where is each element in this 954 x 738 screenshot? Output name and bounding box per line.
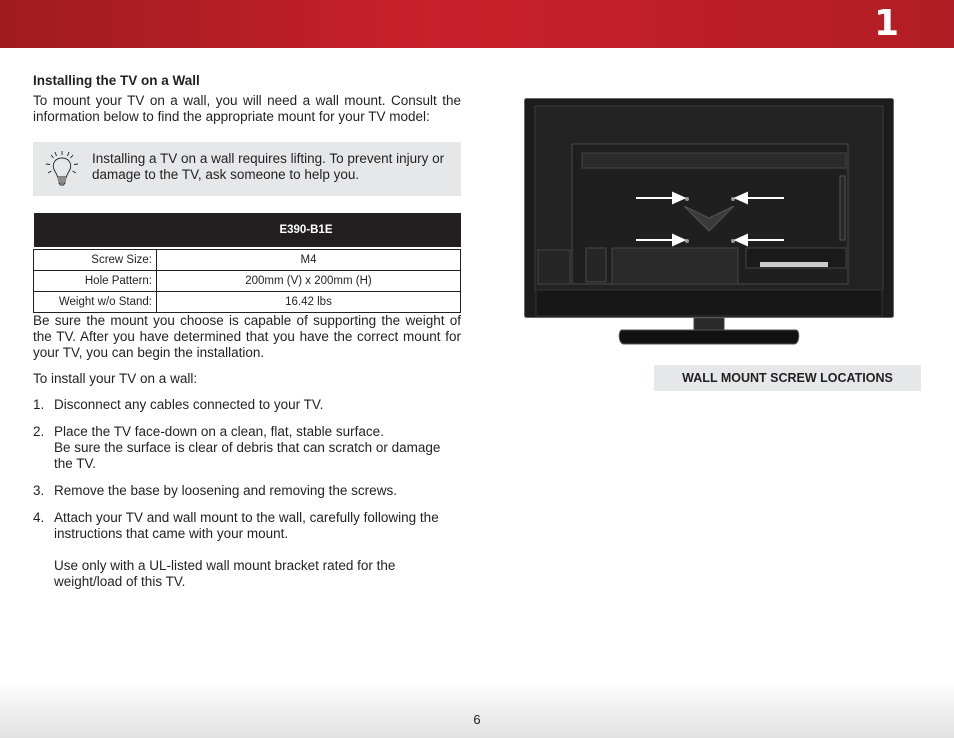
steps-list <box>33 397 461 590</box>
step-text: Disconnect any cables connected to your TV. <box>54 397 324 412</box>
spec-table <box>33 213 461 313</box>
support-paragraph: Be sure the mount you choose is capable of supporting the weight of the TV. After you have determined that you have the correct mount for your TV, you can begin the installation. <box>33 313 461 360</box>
install-intro: To install your TV on a wall: <box>33 371 198 386</box>
lightbulb-icon <box>45 150 79 186</box>
content-column <box>33 73 461 601</box>
tv-rear-illustration <box>524 98 896 350</box>
chapter-number: 1 <box>873 3 899 44</box>
page-number: 6 <box>473 712 481 727</box>
footer-bar <box>0 682 954 738</box>
list-item <box>33 424 461 472</box>
step-number: 1. <box>33 397 45 412</box>
note-text: Installing a TV on a wall requires lifting. To prevent injury or damage to the TV, ask someone to help you. <box>92 151 445 182</box>
section-heading: Installing the TV on a Wall <box>33 73 200 88</box>
spec-label: Weight w/o Stand: <box>34 292 157 313</box>
step-text: Attach your TV and wall mount to the wall, carefully following the instructions that came with your mount. <box>54 510 439 541</box>
spec-value: 16.42 lbs <box>157 292 461 313</box>
spec-value: 200mm (V) x 200mm (H) <box>157 271 461 292</box>
spec-label: Hole Pattern: <box>34 271 157 292</box>
step-subtext: Use only with a UL-listed wall mount bracket rated for the weight/load of this TV. <box>54 558 396 589</box>
figure-caption: WALL MOUNT SCREW LOCATIONS <box>654 365 921 391</box>
step-text: Place the TV face-down on a clean, flat, stable surface. <box>54 424 384 439</box>
table-row <box>34 250 461 271</box>
step-text: Remove the base by loosening and removing the screws. <box>54 483 397 498</box>
table-row <box>34 271 461 292</box>
list-item <box>33 397 461 413</box>
step-number: 2. <box>33 424 45 439</box>
step-subtext: Be sure the surface is clear of debris that can scratch or damage the TV. <box>54 440 441 471</box>
spec-value: M4 <box>157 250 461 271</box>
spec-label: Screw Size: <box>34 250 157 271</box>
step-number: 4. <box>33 510 45 525</box>
list-item <box>33 510 461 590</box>
header-bar <box>0 0 954 48</box>
step-number: 3. <box>33 483 45 498</box>
table-row <box>34 292 461 313</box>
intro-paragraph: To mount your TV on a wall, you will need a wall mount. Consult the information below to find the appropriate mount for your TV model: <box>33 93 461 124</box>
spec-table-model: E390-B1E <box>34 213 461 247</box>
list-item <box>33 483 461 499</box>
note-box <box>33 142 461 196</box>
